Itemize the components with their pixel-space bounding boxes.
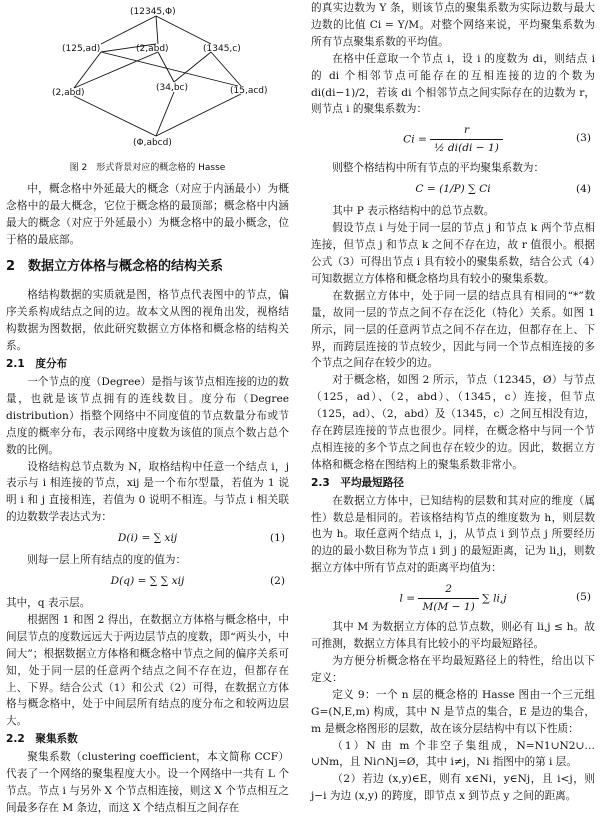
- p-definition-paragraph: 其中 P 表示格结构中的总节点数。: [332, 205, 495, 218]
- continuation-paragraph: 的真实边数为 Y 条，则该节点的聚集系数为实际边数与最大边数的比值 Ci = Y/M。对整个网络来说，平均聚集系数为所有节点聚集系数的平均值。: [311, 2, 595, 48]
- equation-1-body: D(i) = ∑ xij: [117, 532, 178, 545]
- equation-5-lhs: l =: [399, 592, 416, 605]
- node-15-acd: (15,acd): [230, 86, 268, 96]
- node-125-ad: (125,ad): [62, 44, 101, 54]
- equation-3: [311, 118, 595, 160]
- definition-paragraph: 定义 9：一个 n 层的概念格的 Hasse 图由一个三元组 G=(N,E,m) 构成，其中 N 是节点的集合，E 是边的集合，m 是概念格图形的层数，故在该分层结构中有以下性质：: [311, 688, 595, 735]
- equation-5-denominator: M(M − 1): [422, 601, 475, 614]
- same-layer-paragraph: 在数据立方体中，处于同一层的结点具有相同的“*”数量，故同一层的节点之间不存在泛化（特化）关系。如图 1 所示，同一层的任意两节点之间不存在边，但都存在上、下界，而跨层连接的节点较少，因此与同一个节点相连接的多个节点之间存在较少的边。: [311, 289, 595, 370]
- equation-5-number: (5): [575, 591, 591, 604]
- equation-5-rhs: ∑ li,j: [482, 592, 507, 605]
- figure-caption: 图 2 形式背景对应的概念格的 Hasse: [69, 163, 226, 173]
- equation-3-numerator: r: [430, 122, 503, 140]
- concept-lattice-paragraph: 对于概念格，如图 2 所示，节点（12345，Ø）与节点（125，ad）、（2，abd）、（1345，c）连接，但节点（125，ad）、（2，abd）及（1345，c）之间互相没有边，存在跨层连接的节点也很少。同样，在概念格中与同一个节点相连接的多个节点之间也存在较少的边。因此，数据立方体格和概念格在图结构上的聚集系数非常小。: [311, 374, 595, 471]
- layer-paragraph: 则每一层上所有结点的度的值为：: [27, 554, 187, 567]
- equation-3-fraction: [430, 122, 503, 157]
- figure-analysis-paragraph: 根据图 1 和图 2 得出，在数据立方体格与概念格中，中间层节点的度数远远大于两边层节点的度数，即“两头小，中间大”；根据数据立方体格和概念格中节点之间的偏序关系可知，处于同一层的任意两个结点之间不存在边，但都存在上、下界。结合公式（1）和公式（2）可得，在数据立方体格与概念格中，处于中间层所有结点的度分布之和较两边层大。: [6, 613, 289, 728]
- equation-3-denominator: ½ di(di − 1): [434, 142, 499, 155]
- hasse-figure: [6, 0, 289, 160]
- pick-node-paragraph: 在格中任意取一个节点 i，设 i 的度数为 di，则结点 i 的 di 个相邻节点可能存在的互相连接的边的个数为 di(di−1)/2，若该 di 个相邻节点之间实际存在的边数为 r，则节点 i 的聚集系数为：: [311, 52, 595, 116]
- equation-5-fraction: [418, 581, 478, 616]
- equation-1-number: (1): [269, 532, 285, 545]
- node-1345-c: (1345,c): [203, 44, 241, 54]
- node-2-abd-lower: (2,abd): [52, 88, 85, 98]
- property-1-paragraph: （1）N 由 m 个非空子集组成，N=N1∪N2∪…∪Nm，且 Ni∩Nj=Ø，其中 i≠j，Ni 指图中的第 i 层。: [311, 739, 595, 769]
- equation-2-number: (2): [269, 575, 285, 588]
- hypothesis-paragraph: 假设节点 i 与处于同一层的节点 j 和节点 k 两个节点相连接，但节点 j 和节点 k 之间不存在边，故 r 值很小。根据公式（3）可得出节点 i 具有较小的聚集系数，结合公式（4）可知数据立方体格和概念格均具有较小的聚集系数。: [311, 222, 595, 285]
- equation-3-body: [403, 118, 503, 157]
- clustering-paragraph: 聚集系数（clustering coefficient，本文简称 CCF）代表了一个网络的聚集程度大小。设一个网络中一共有 L 个节点。节点 i 与另外 X 个节点相连接，则这 X 个节点相互之间最多存在 M 条边，而这 X 个结点相互之间存在: [6, 751, 289, 814]
- equation-1: [6, 526, 289, 552]
- m-paragraph: 其中 M 为数据立方体的总节点数，则必有 li,j ≤ h。故可推测，数据立方体具有比较小的平均最短路径。: [311, 621, 595, 651]
- equation-2-body: D(q) = ∑ ∑ xij: [110, 575, 185, 588]
- equation-5: [311, 577, 595, 619]
- node-34-bc: (34,bc): [156, 83, 188, 93]
- right-column: [311, 0, 595, 805]
- equation-5-body: [399, 577, 506, 616]
- subsection-degree: 2.1 度分布: [6, 358, 68, 371]
- intro-paragraph: 中，概念格中外延最大的概念（对应于内涵最小）为概念格中的最大概念，它位于概念格的最顶部；概念格中内涵最大的概念（对应于外延最小）为概念格中的最小概念，位于格的最底部。: [6, 182, 289, 246]
- degree-paragraph: 一个节点的度（Degree）是指与该节点相连接的边的数量，也就是该节点拥有的连线数目。度分布（Degree distribution）指整个网络中不同度值的节点数量分布或节点度的概率分布，表示网络中度数为该值的顶点个数占总个数的比例。: [6, 375, 289, 456]
- equation-4-body: C = (1/P) ∑ Ci: [415, 183, 491, 196]
- analyze-paragraph: 为方便分析概念格在平均最短路径上的特性，给出以下定义：: [311, 655, 595, 684]
- subsection-shortest-path: 2.3 平均最短路径: [311, 476, 404, 489]
- left-column: [6, 0, 289, 817]
- structure-paragraph: 格结构数据的实质就是图，格节点代表图中的节点，偏序关系构成结点之间的边。故本文从图的视角出发，视格结构数据为图数据，依此研究数据立方体格和概念格的结构关系。: [6, 289, 289, 353]
- average-paragraph: 则整个格结构中所有节点的平均聚集系数为：: [332, 162, 545, 175]
- property-2-paragraph: （2）若边 (x,y)∈E，则有 x∈Ni，y∈Nj，且 i<j，则 j−i 为边 (x,y) 的跨度，即节点 x 到节点 y 之间的距离。: [311, 773, 595, 803]
- equation-5-numerator: 2: [418, 581, 478, 599]
- assume-paragraph: 设格结构总节点数为 N，取格结构中任意一个结点 i，j 表示与 i 相连接的节点，xij 是一个布尔型量，若值为 1 说明 i 和 j 直接相连，若值为 0 说明不相连。与节点 i 相关联的边数数学表达式为：: [6, 460, 289, 524]
- node-2-abd: (2,abd): [136, 44, 169, 54]
- path-paragraph: 在数据立方体中，已知结构的层数和其对应的维度（属性）数总是相同的。若该格结构节点的维度数为 h，则层数也为 h。取任意两个结点 i，j，从节点 i 到节点 j 所要经历的边的最小数目称为节点 i 到 j 的最短距离，记为 li,j，则数据立方体中所有节点对的距离平均值为：: [311, 494, 595, 575]
- node-bottom: (Φ,abcd): [133, 138, 172, 148]
- equation-3-lhs: Ci =: [403, 133, 427, 146]
- equation-2: [6, 569, 289, 595]
- subsection-clustering: 2.2 聚集系数: [6, 733, 78, 746]
- q-paragraph: 其中，q 表示层。: [6, 597, 91, 610]
- section-title: 2 数据立方体格与概念格的结构关系: [6, 258, 224, 274]
- equation-3-number: (3): [575, 132, 591, 145]
- node-top: (12345,Φ): [130, 7, 176, 17]
- equation-4: [311, 177, 595, 203]
- equation-4-number: (4): [575, 183, 591, 196]
